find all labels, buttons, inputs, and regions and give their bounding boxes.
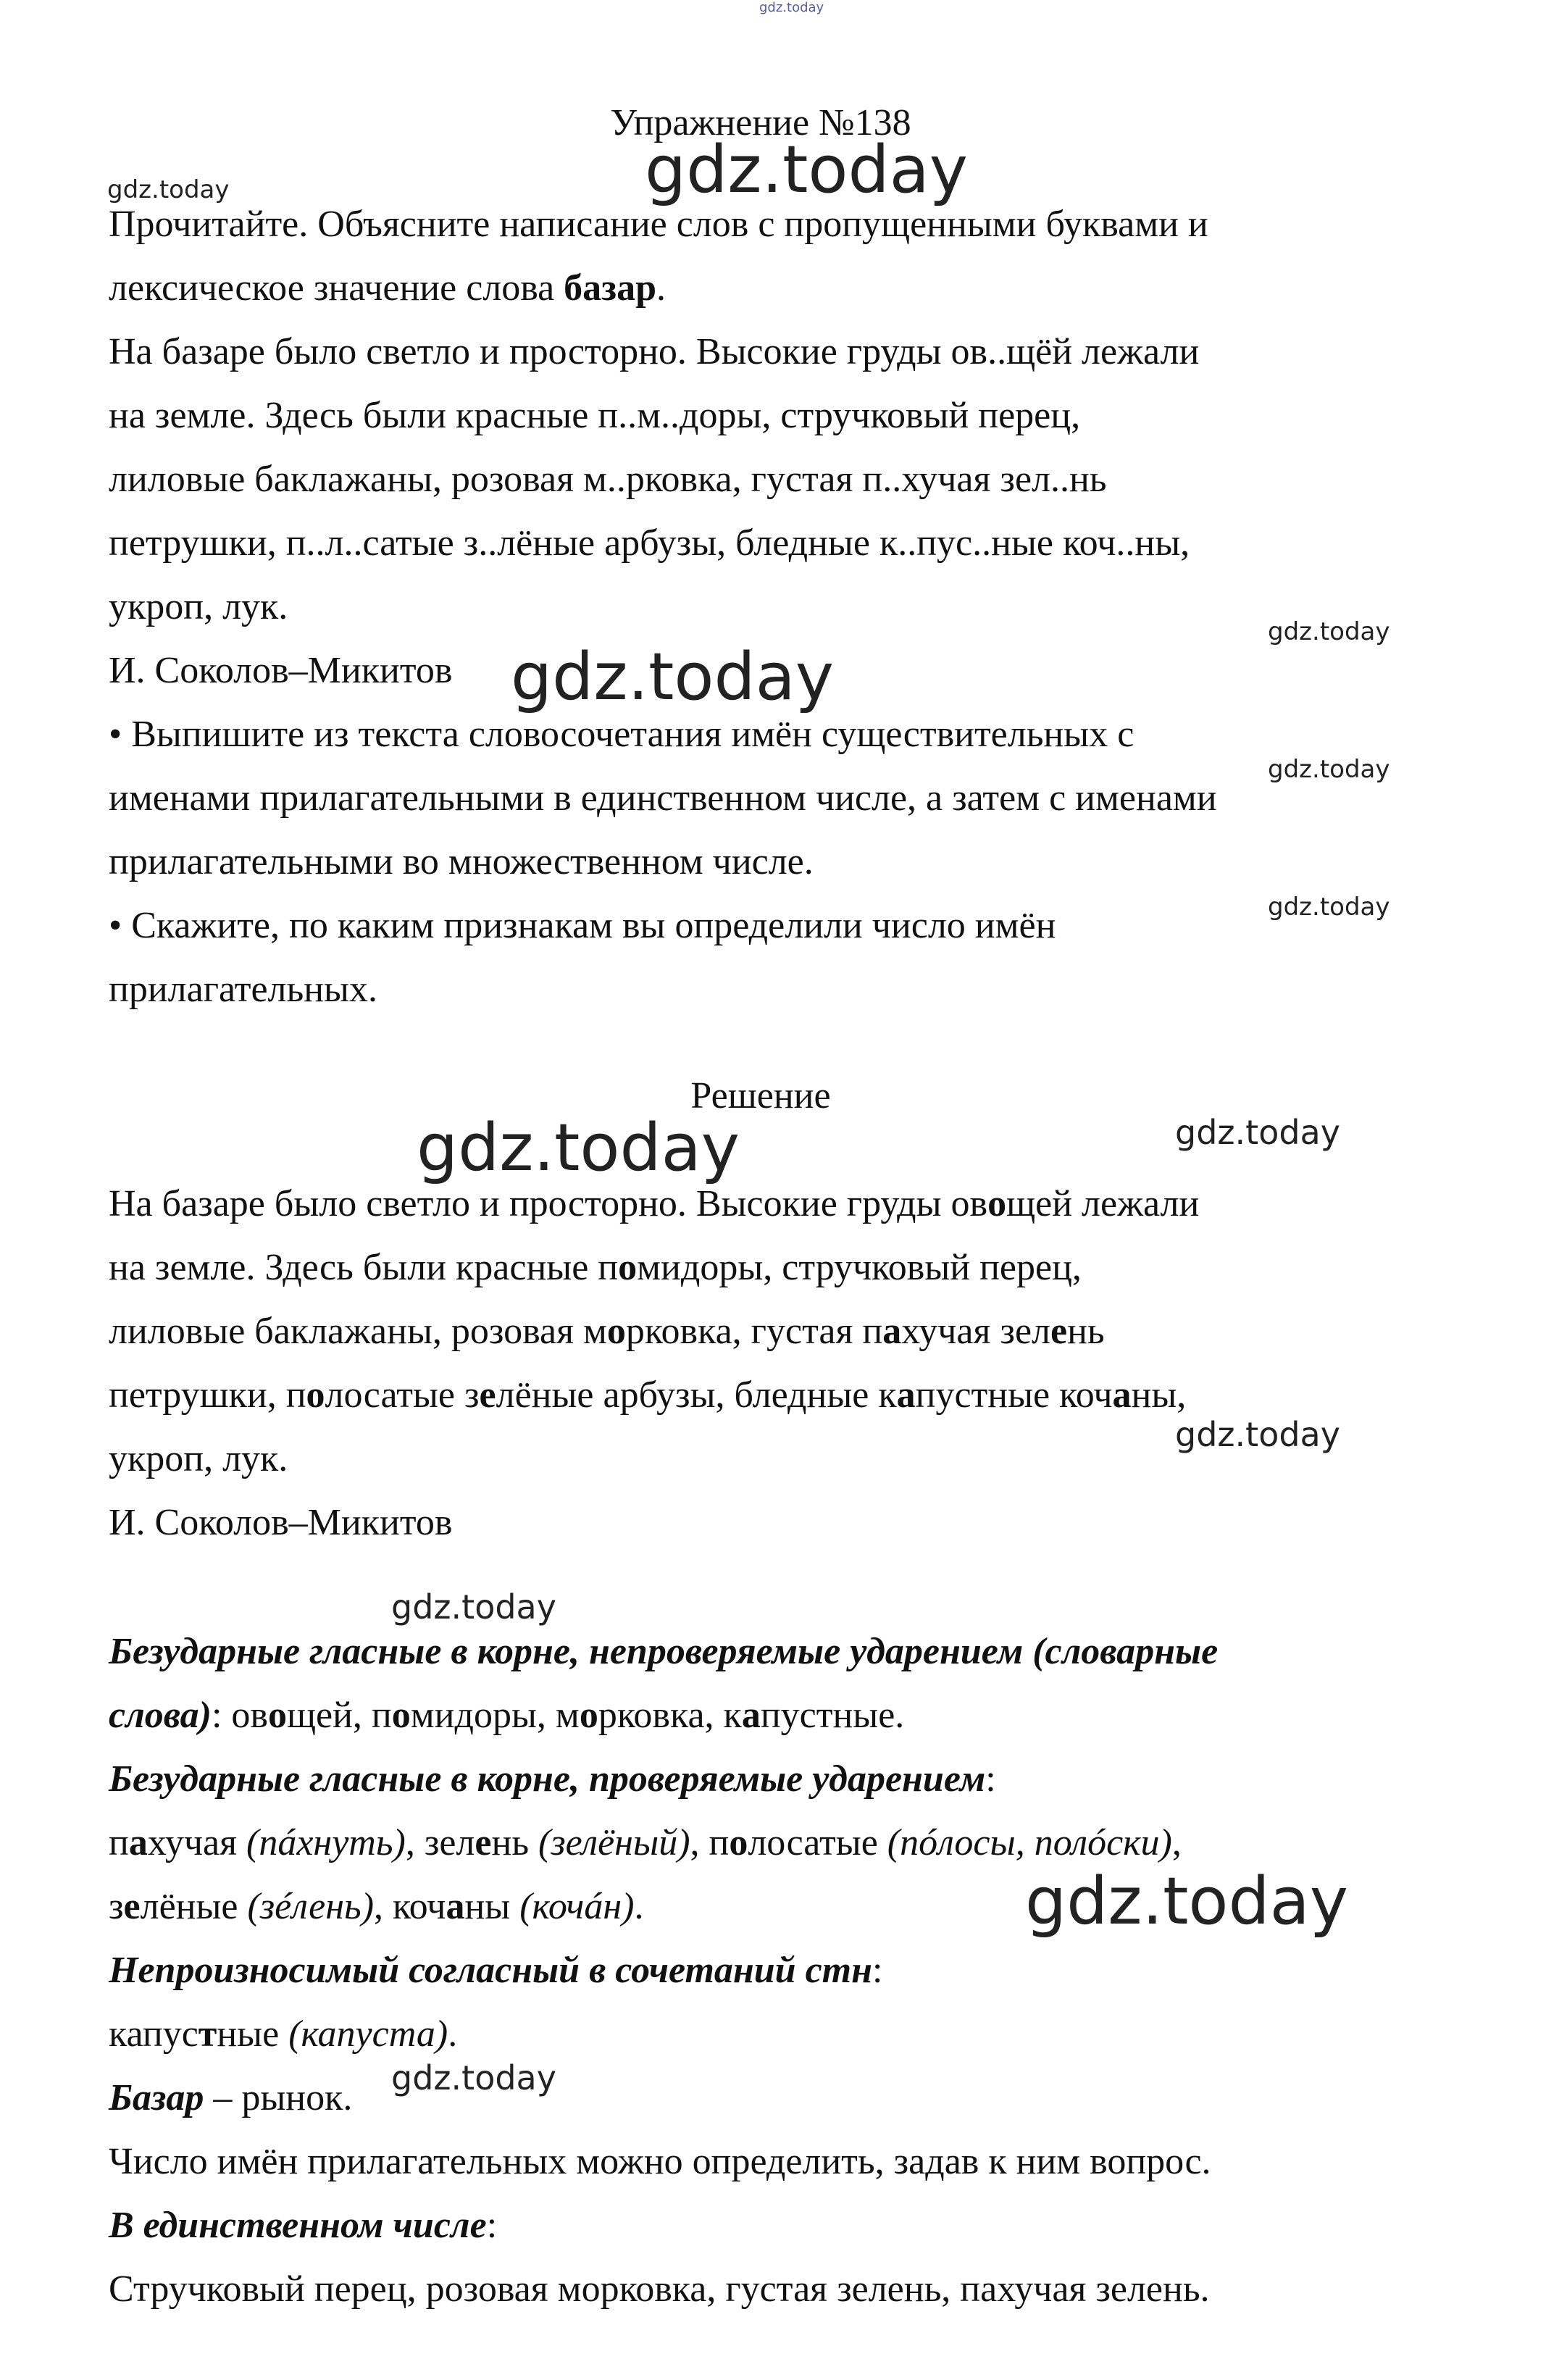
text: з [109,1886,124,1927]
rule-heading: Безударные гласные в корне, непроверяемые ударением (словарные [109,1631,1219,1672]
rule-line: Стручковый перец, розовая морковка, густая зелень, пахучая зелень. [109,2268,1210,2310]
rule-line [109,1885,643,1929]
rule-line [109,1758,996,1801]
inserted-letter: е [479,1374,496,1416]
text: . [448,2013,458,2055]
rule-line [109,2013,457,2056]
inserted-letter: е [475,1822,492,1863]
text: рковка, к [598,1695,742,1736]
inserted-letter: е [123,1886,141,1927]
task-punct: . [656,267,666,309]
text: петрушки, п [109,1374,306,1416]
watermark: gdz.today [1175,1415,1340,1454]
question-line: • Скажите, по каким признакам вы определили число имён [109,905,1056,946]
rule-line [109,1821,1182,1865]
inserted-letter: о [606,1311,626,1352]
solution-line [109,1374,1186,1417]
inserted-letter: а [741,1695,761,1736]
text: ов [222,1695,268,1736]
inserted-letter: о [306,1374,325,1416]
text: щей лежали [1006,1183,1200,1224]
inserted-letter: о [987,1183,1007,1224]
rule-heading: Безударные гласные в корне, проверяемые ударением [109,1758,986,1800]
rule-line [109,1949,882,1992]
exercise-text-line: на земле. Здесь были красные п..м..доры, стручковый перец, [109,395,1081,436]
text: хучая зел [901,1311,1050,1352]
inserted-letter: а [882,1311,902,1352]
text: хучая [147,1822,246,1863]
text: лиловые баклажаны, розовая м [109,1311,607,1352]
text: нь [491,1822,539,1863]
text: : [985,1758,996,1800]
question-line: прилагательными во множественном числе. [109,841,814,882]
check-word: (зéлень) [247,1886,375,1927]
solution-line [109,1310,1105,1353]
inserted-letter: а [446,1886,465,1927]
watermark: gdz.today [391,1587,556,1627]
watermark: gdz.today [391,2058,556,2097]
inserted-letter: а [1112,1374,1132,1416]
text: На базаре было светло и просторно. Высокие груды ов [109,1183,988,1224]
exercise-author: И. Соколов–Микитов [109,650,453,691]
question-line: • Выпишите из текста словосочетания имён существительных с [109,714,1134,755]
inserted-letter: о [618,1247,638,1288]
rule-line [109,1694,904,1737]
text: : [872,1950,883,1991]
watermark: gdz.today [107,175,230,204]
term: Базар [109,2077,204,2118]
text: нь [1067,1311,1105,1352]
watermark: gdz.today [511,639,835,715]
check-word: (пóлосы, полóски) [887,1822,1172,1863]
check-word: (кочáн) [519,1886,635,1927]
text: . [634,1886,644,1927]
text: ные [217,2013,289,2055]
watermark: gdz.today [645,132,969,208]
check-word: (зелёный) [538,1822,690,1863]
exercise-text-line: петрушки, п..л..сатые з..лёные арбузы, бледные к..пус..ные коч..ны, [109,522,1190,564]
text: щей, п [286,1695,392,1736]
inserted-letter: о [267,1695,287,1736]
rule-line [109,2204,497,2247]
inserted-letter: о [579,1695,598,1736]
text: , зел [405,1822,475,1863]
task-keyword: базар [564,267,656,309]
solution-author: И. Соколов–Микитов [109,1502,453,1543]
inserted-letter: о [729,1822,748,1863]
rule-line: Число имён прилагательных можно определить, задав к ним вопрос. [109,2141,1211,2182]
text: : [211,1695,222,1736]
text: ны [464,1886,520,1927]
text: лёные арбузы, бледные к [496,1374,897,1416]
check-word: (капуста) [288,2013,448,2055]
text: , [1171,1822,1182,1863]
question-line: прилагательных. [109,969,377,1010]
rule-line [109,2076,352,2120]
text: лосатые з [325,1374,480,1416]
exercise-text-line: укроп, лук. [109,586,288,627]
inserted-letter: а [896,1374,916,1416]
text: лёные [140,1886,248,1927]
text: , п [690,1822,730,1863]
text: пустные коч [915,1374,1113,1416]
text: , коч [374,1886,446,1927]
watermark: gdz.today [1175,1113,1340,1152]
rule-heading: Непроизносимый согласный в сочетаний стн [109,1950,872,1991]
watermark: gdz.today [1268,617,1390,646]
solution-line [109,1246,1082,1290]
inserted-letter: е [1050,1311,1068,1352]
text: п [109,1822,129,1863]
text: капус [109,2013,199,2055]
task-line [109,267,666,310]
watermark: gdz.today [417,1110,740,1186]
rule-heading: В единственном числе [109,2205,487,2246]
watermark: gdz.today [1025,1863,1349,1940]
text: : [486,2205,498,2246]
text: ны, [1131,1374,1187,1416]
exercise-text-line: На базаре было светло и просторно. Высокие груды ов..щёй лежали [109,331,1200,372]
task-text: лексическое значение слова [109,267,564,309]
check-word: (пáхнуть) [246,1822,406,1863]
task-line: Прочитайте. Объясните написание слов с пропущенными буквами и [109,204,1208,245]
exercise-title: Упражнение №138 [610,102,911,143]
solution-title: Решение [690,1075,831,1116]
watermark-top: gdz.today [759,0,824,15]
text: рковка, густая п [625,1311,883,1352]
text: пустные. [760,1695,905,1736]
inserted-letter: о [391,1695,411,1736]
watermark: gdz.today [1268,755,1390,784]
text: лосатые [748,1822,887,1863]
text: мидоры, м [410,1695,580,1736]
text: на земле. Здесь были красные п [109,1247,619,1288]
inserted-letter: т [198,2013,217,2055]
definition: – рынок. [204,2077,353,2118]
exercise-text-line: лиловые баклажаны, розовая м..рковка, густая п..хучая зел..нь [109,459,1107,500]
text: мидоры, стручковый перец, [637,1247,1082,1288]
rule-heading: слова) [109,1695,212,1736]
watermark: gdz.today [1268,893,1390,922]
inserted-letter: а [128,1822,148,1863]
solution-line [109,1182,1199,1226]
solution-line: укроп, лук. [109,1438,288,1479]
question-line: именами прилагательными в единственном числе, а затем с именами [109,777,1217,819]
